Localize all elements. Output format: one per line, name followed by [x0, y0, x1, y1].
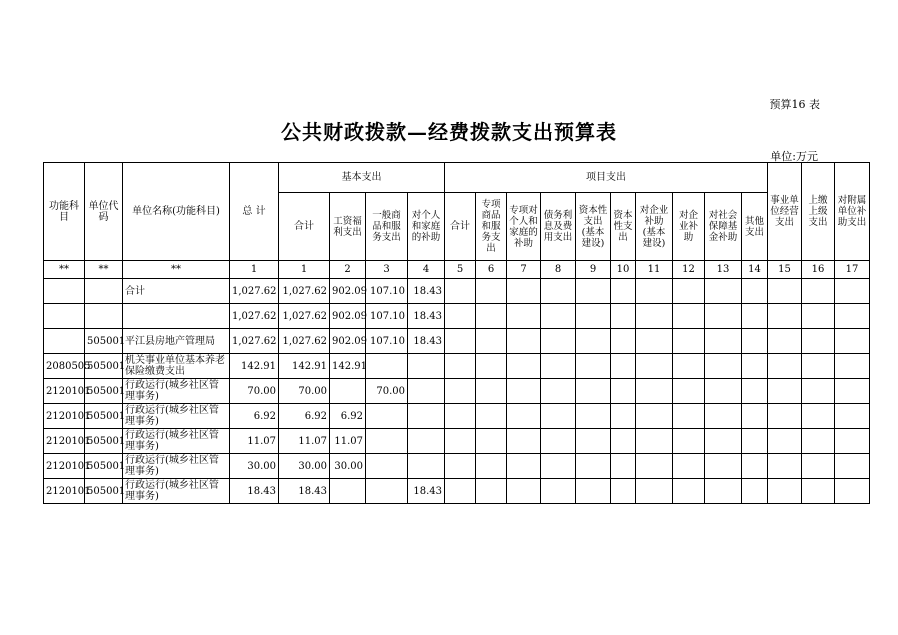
empty-cell: [802, 404, 835, 429]
empty-cell: [636, 304, 673, 329]
func-code-cell: 2120101: [44, 404, 85, 429]
col-capital-basic: 资本性支出(基本建设): [576, 193, 611, 261]
col-other: 其他支出: [742, 193, 768, 261]
empty-cell: [445, 454, 476, 479]
col-enterprise: 对企业补助: [673, 193, 705, 261]
unit-code-cell: [85, 304, 123, 329]
empty-cell: [835, 454, 870, 479]
col-func-code: 功能科目: [44, 163, 85, 261]
empty-cell: [835, 479, 870, 504]
empty-cell: [636, 379, 673, 404]
unit-name-cell: 行政运行(城乡社区管理事务): [123, 454, 230, 479]
total-cell: 142.91: [230, 354, 279, 379]
empty-cell: [541, 404, 576, 429]
empty-cell: [768, 404, 802, 429]
empty-cell: [673, 329, 705, 354]
index-cell: 6: [476, 261, 507, 279]
col-salary: 工资福利支出: [330, 193, 366, 261]
empty-cell: [576, 279, 611, 304]
empty-cell: [768, 329, 802, 354]
empty-cell: [768, 479, 802, 504]
basic-sum-cell: 18.43: [279, 479, 330, 504]
empty-cell: [673, 304, 705, 329]
func-code-cell: [44, 329, 85, 354]
personal-cell: [408, 454, 445, 479]
goods-cell: 107.10: [366, 304, 408, 329]
empty-cell: [742, 354, 768, 379]
empty-cell: [742, 279, 768, 304]
empty-cell: [636, 354, 673, 379]
unit-code-cell: 505001: [85, 379, 123, 404]
goods-cell: [366, 454, 408, 479]
empty-cell: [802, 304, 835, 329]
index-cell: **: [123, 261, 230, 279]
index-cell: 13: [705, 261, 742, 279]
goods-cell: 70.00: [366, 379, 408, 404]
index-cell: 2: [330, 261, 366, 279]
col-unit-name: 单位名称(功能科目): [123, 163, 230, 261]
basic-sum-cell: 142.91: [279, 354, 330, 379]
unit-name-cell: [123, 304, 230, 329]
func-code-cell: 2080505: [44, 354, 85, 379]
goods-cell: [366, 404, 408, 429]
empty-cell: [611, 279, 636, 304]
empty-cell: [611, 354, 636, 379]
empty-cell: [742, 479, 768, 504]
col-debt: 债务利息及费用支出: [541, 193, 576, 261]
empty-cell: [742, 329, 768, 354]
index-cell: **: [44, 261, 85, 279]
index-cell: 15: [768, 261, 802, 279]
col-enterprise-basic: 对企业补助(基本建设): [636, 193, 673, 261]
empty-cell: [541, 479, 576, 504]
empty-cell: [541, 379, 576, 404]
empty-cell: [541, 329, 576, 354]
empty-cell: [507, 379, 541, 404]
empty-cell: [705, 379, 742, 404]
basic-sum-cell: 1,027.62: [279, 329, 330, 354]
empty-cell: [835, 279, 870, 304]
unit-code-cell: 505001: [85, 329, 123, 354]
empty-cell: [802, 379, 835, 404]
personal-cell: 18.43: [408, 329, 445, 354]
index-row: [44, 261, 870, 279]
index-cell: 16: [802, 261, 835, 279]
empty-cell: [742, 404, 768, 429]
empty-cell: [476, 429, 507, 454]
goods-cell: [366, 354, 408, 379]
personal-cell: 18.43: [408, 304, 445, 329]
table-number: 预算16 表: [769, 98, 820, 111]
total-cell: 1,027.62: [230, 304, 279, 329]
empty-cell: [705, 404, 742, 429]
col-goods: 一般商品和服务支出: [366, 193, 408, 261]
unit-label: 单位:万元: [770, 150, 818, 163]
empty-cell: [576, 354, 611, 379]
salary-cell: 142.91: [330, 354, 366, 379]
personal-cell: [408, 354, 445, 379]
unit-code-cell: 505001: [85, 479, 123, 504]
total-cell: 1,027.62: [230, 329, 279, 354]
table-row: [44, 354, 870, 379]
empty-cell: [705, 454, 742, 479]
col-total: 总 计: [230, 163, 279, 261]
page-title: 公共财政拨款—经费拨款支出预算表: [281, 120, 617, 144]
empty-cell: [476, 379, 507, 404]
salary-cell: [330, 479, 366, 504]
empty-cell: [636, 454, 673, 479]
table-row: [44, 404, 870, 429]
personal-cell: 18.43: [408, 479, 445, 504]
empty-cell: [802, 329, 835, 354]
empty-cell: [611, 429, 636, 454]
index-cell: 12: [673, 261, 705, 279]
total-cell: 70.00: [230, 379, 279, 404]
table-row: [44, 304, 870, 329]
personal-cell: [408, 429, 445, 454]
empty-cell: [673, 404, 705, 429]
empty-cell: [476, 479, 507, 504]
empty-cell: [476, 304, 507, 329]
empty-cell: [802, 354, 835, 379]
func-code-cell: 2120101: [44, 429, 85, 454]
func-code-cell: 2120101: [44, 379, 85, 404]
empty-cell: [673, 429, 705, 454]
salary-cell: 30.00: [330, 454, 366, 479]
empty-cell: [445, 354, 476, 379]
unit-name-cell: 平江县房地产管理局: [123, 329, 230, 354]
empty-cell: [507, 304, 541, 329]
personal-cell: 18.43: [408, 279, 445, 304]
empty-cell: [541, 429, 576, 454]
empty-cell: [611, 479, 636, 504]
table-row: [44, 279, 870, 304]
empty-cell: [507, 404, 541, 429]
empty-cell: [802, 279, 835, 304]
basic-sum-cell: 70.00: [279, 379, 330, 404]
total-cell: 1,027.62: [230, 279, 279, 304]
empty-cell: [445, 279, 476, 304]
empty-cell: [507, 279, 541, 304]
func-code-cell: [44, 304, 85, 329]
goods-cell: [366, 479, 408, 504]
empty-cell: [835, 379, 870, 404]
empty-cell: [445, 329, 476, 354]
empty-cell: [541, 304, 576, 329]
empty-cell: [507, 429, 541, 454]
unit-name-cell: 行政运行(城乡社区管理事务): [123, 404, 230, 429]
empty-cell: [611, 379, 636, 404]
total-cell: 6.92: [230, 404, 279, 429]
empty-cell: [576, 379, 611, 404]
empty-cell: [445, 479, 476, 504]
empty-cell: [445, 429, 476, 454]
empty-cell: [576, 304, 611, 329]
table-row: [44, 479, 870, 504]
index-cell: 10: [611, 261, 636, 279]
empty-cell: [768, 454, 802, 479]
index-cell: 1: [230, 261, 279, 279]
goods-cell: 107.10: [366, 329, 408, 354]
col-superior: 上缴上级支出: [802, 163, 835, 261]
unit-code-cell: 505001: [85, 404, 123, 429]
index-cell: 7: [507, 261, 541, 279]
basic-sum-cell: 11.07: [279, 429, 330, 454]
empty-cell: [673, 279, 705, 304]
empty-cell: [611, 454, 636, 479]
empty-cell: [835, 329, 870, 354]
col-subordinate: 对附属单位补助支出: [835, 163, 870, 261]
empty-cell: [541, 279, 576, 304]
goods-cell: 107.10: [366, 279, 408, 304]
index-cell: 8: [541, 261, 576, 279]
empty-cell: [507, 479, 541, 504]
salary-cell: [330, 379, 366, 404]
index-cell: 14: [742, 261, 768, 279]
empty-cell: [576, 454, 611, 479]
col-basic-group: 基本支出: [279, 163, 445, 193]
empty-cell: [768, 304, 802, 329]
empty-cell: [576, 329, 611, 354]
empty-cell: [445, 379, 476, 404]
index-cell: 3: [366, 261, 408, 279]
empty-cell: [541, 454, 576, 479]
empty-cell: [835, 429, 870, 454]
table-row: [44, 379, 870, 404]
index-cell: **: [85, 261, 123, 279]
func-code-cell: 2120101: [44, 479, 85, 504]
empty-cell: [802, 479, 835, 504]
empty-cell: [476, 354, 507, 379]
table-row: [44, 329, 870, 354]
empty-cell: [507, 354, 541, 379]
empty-cell: [742, 454, 768, 479]
col-special-personal: 专项对个人和家庭的补助: [507, 193, 541, 261]
total-cell: 11.07: [230, 429, 279, 454]
empty-cell: [476, 279, 507, 304]
unit-name-cell: 行政运行(城乡社区管理事务): [123, 479, 230, 504]
empty-cell: [476, 454, 507, 479]
empty-cell: [576, 429, 611, 454]
empty-cell: [673, 479, 705, 504]
salary-cell: 902.09: [330, 279, 366, 304]
empty-cell: [768, 279, 802, 304]
empty-cell: [705, 279, 742, 304]
unit-name-cell: 合计: [123, 279, 230, 304]
empty-cell: [802, 454, 835, 479]
salary-cell: 902.09: [330, 304, 366, 329]
unit-code-cell: 505001: [85, 429, 123, 454]
salary-cell: 6.92: [330, 404, 366, 429]
salary-cell: 11.07: [330, 429, 366, 454]
goods-cell: [366, 429, 408, 454]
col-unit-code: 单位代码: [85, 163, 123, 261]
empty-cell: [611, 304, 636, 329]
total-cell: 18.43: [230, 479, 279, 504]
empty-cell: [476, 329, 507, 354]
col-capital: 资本性支出: [611, 193, 636, 261]
empty-cell: [673, 379, 705, 404]
empty-cell: [636, 429, 673, 454]
empty-cell: [768, 354, 802, 379]
table-row: [44, 454, 870, 479]
basic-sum-cell: 1,027.62: [279, 304, 330, 329]
empty-cell: [705, 479, 742, 504]
index-cell: 9: [576, 261, 611, 279]
basic-sum-cell: 1,027.62: [279, 279, 330, 304]
salary-cell: 902.09: [330, 329, 366, 354]
empty-cell: [802, 429, 835, 454]
unit-name-cell: 行政运行(城乡社区管理事务): [123, 379, 230, 404]
func-code-cell: [44, 279, 85, 304]
empty-cell: [742, 304, 768, 329]
empty-cell: [835, 354, 870, 379]
index-cell: 17: [835, 261, 870, 279]
empty-cell: [611, 329, 636, 354]
empty-cell: [476, 404, 507, 429]
budget-table: [43, 162, 870, 504]
unit-code-cell: 505001: [85, 454, 123, 479]
empty-cell: [507, 454, 541, 479]
index-cell: 1: [279, 261, 330, 279]
empty-cell: [611, 404, 636, 429]
col-social: 对社会保障基金补助: [705, 193, 742, 261]
empty-cell: [636, 479, 673, 504]
empty-cell: [705, 354, 742, 379]
empty-cell: [835, 404, 870, 429]
personal-cell: [408, 379, 445, 404]
table-row: [44, 429, 870, 454]
basic-sum-cell: 30.00: [279, 454, 330, 479]
empty-cell: [673, 354, 705, 379]
col-basic-sum: 合计: [279, 193, 330, 261]
unit-name-cell: 行政运行(城乡社区管理事务): [123, 429, 230, 454]
index-cell: 11: [636, 261, 673, 279]
col-project-group: 项目支出: [445, 163, 768, 193]
col-special-goods: 专项商品和服务支出: [476, 193, 507, 261]
empty-cell: [445, 304, 476, 329]
empty-cell: [673, 454, 705, 479]
empty-cell: [445, 404, 476, 429]
empty-cell: [541, 354, 576, 379]
unit-code-cell: 505001: [85, 354, 123, 379]
empty-cell: [768, 429, 802, 454]
col-project-sum: 合计: [445, 193, 476, 261]
empty-cell: [636, 279, 673, 304]
empty-cell: [507, 329, 541, 354]
empty-cell: [835, 304, 870, 329]
index-cell: 5: [445, 261, 476, 279]
empty-cell: [742, 429, 768, 454]
basic-sum-cell: 6.92: [279, 404, 330, 429]
empty-cell: [576, 404, 611, 429]
func-code-cell: 2120101: [44, 454, 85, 479]
unit-name-cell: 机关事业单位基本养老保险缴费支出: [123, 354, 230, 379]
empty-cell: [636, 329, 673, 354]
empty-cell: [705, 329, 742, 354]
empty-cell: [705, 304, 742, 329]
total-cell: 30.00: [230, 454, 279, 479]
empty-cell: [705, 429, 742, 454]
empty-cell: [576, 479, 611, 504]
col-personal: 对个人和家庭的补助: [408, 193, 445, 261]
empty-cell: [742, 379, 768, 404]
empty-cell: [768, 379, 802, 404]
empty-cell: [636, 404, 673, 429]
index-cell: 4: [408, 261, 445, 279]
col-business: 事业单位经营支出: [768, 163, 802, 261]
personal-cell: [408, 404, 445, 429]
unit-code-cell: [85, 279, 123, 304]
